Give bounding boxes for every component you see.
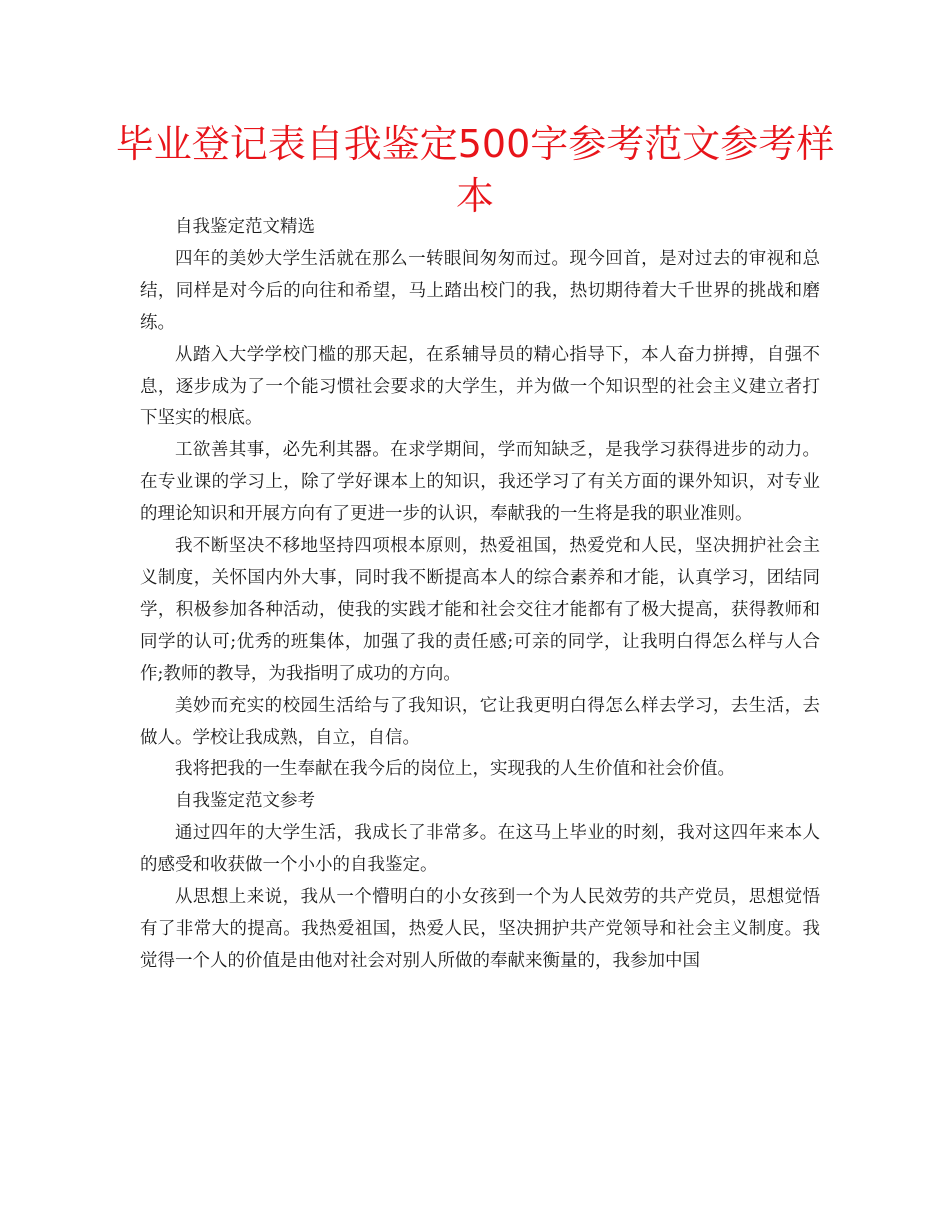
paragraph: 我将把我的一生奉献在我今后的岗位上，实现我的人生价值和社会价值。 [175, 759, 735, 780]
paragraph: 工欲善其事，必先利其器。在求学期间，学而知缺乏，是我学习获得进步的动力。在专业课的学习上，除了学好课本上的知识，我还学习了有关方面的课外知识，对专业的理论知识和开展方向有了更进一步的认识，奉献我的一生将是我的职业准则。 [140, 440, 820, 525]
paragraph: 四年的美妙大学生活就在那么一转眼间匆匆而过。现今回首，是对过去的审视和总结，同样是对今后的向往和希望，马上踏出校门的我，热切期待着大千世界的挑战和磨练。 [140, 248, 820, 333]
paragraph: 从踏入大学学校门槛的那天起，在系辅导员的精心指导下，本人奋力拼搏，自强不息，逐步成为了一个能习惯社会要求的大学生，并为做一个知识型的社会主义建立者打下坚实的根底。 [140, 344, 820, 429]
paragraph: 从思想上来说，我从一个懵明白的小女孩到一个为人民效劳的共产党员，思想觉悟有了非常大的提高。我热爱祖国，热爱人民，坚决拥护共产党领导和社会主义制度。我觉得一个人的价值是由他对社会对别人所做的奉献来衡量的，我参加中国 [140, 887, 820, 971]
paragraph: 通过四年的大学生活，我成长了非常多。在这马上毕业的时刻，我对这四年来本人的感受和收获做一个小小的自我鉴定。 [140, 823, 820, 876]
paragraph: 我不断坚决不移地坚持四项根本原则，热爱祖国，热爱党和人民，坚决拥护社会主义制度，关怀国内外大事，同时我不断提高本人的综合素养和才能，认真学习，团结同学，积极参加各种活动，使我的实践才能和社会交往才能都有了极大提高，获得教师和同学的认可;优秀的班集体，加强了我的责任感;可亲的同学，让我明白得怎么样与人合作;教师的教导，为我指明了成功的方向。 [140, 536, 820, 684]
document-title: 毕业登记表自我鉴定500字参考范文参考样本 [115, 122, 835, 218]
paragraph: 自我鉴定范文精选 [175, 217, 315, 237]
paragraph: 美妙而充实的校园生活给与了我知识，它让我更明白得怎么样去学习，去生活，去做人。学校让我成熟，自立，自信。 [140, 695, 820, 748]
document-body [140, 212, 820, 978]
paragraph: 自我鉴定范文参考 [175, 791, 315, 812]
